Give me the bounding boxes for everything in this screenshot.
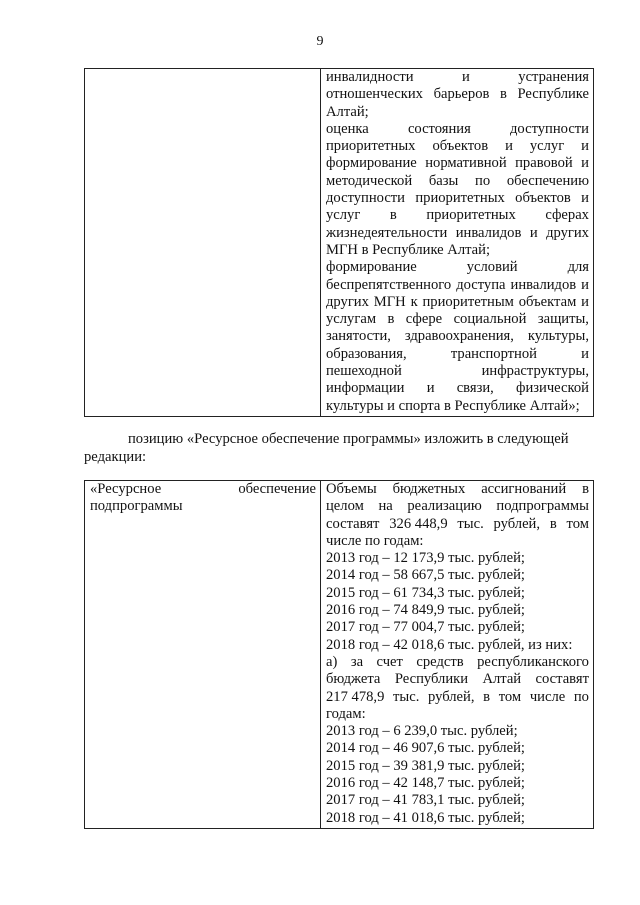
text-word: барьеров [433, 86, 490, 103]
text-line: 2014 год – 58 667,5 тыс. рублей; [326, 567, 525, 584]
text-word: на [378, 498, 393, 515]
text-line: 2015 год – 61 734,3 тыс. рублей; [326, 584, 525, 601]
text-word: приоритетных [415, 190, 505, 207]
text-line [326, 346, 589, 363]
text-line: 2017 год – 41 783,1 тыс. рублей; [326, 792, 525, 809]
text-line [326, 69, 589, 86]
text-word: в [549, 515, 557, 532]
text-line: МГН в Республике Алтай; [326, 241, 491, 258]
table-row [85, 69, 594, 417]
text-line: 2013 год – 12 173,9 тыс. рублей; [326, 550, 525, 567]
text-line [326, 516, 589, 533]
text-word: и [505, 138, 513, 155]
text-word: республиканского [477, 653, 589, 670]
text-word: составят [326, 515, 380, 532]
page-number: 9 [316, 34, 324, 49]
text-word: методической [326, 172, 413, 189]
amendment-paragraph [84, 430, 594, 466]
text-word: объектам [518, 293, 577, 310]
text-word: по [573, 688, 589, 705]
text-word: инвалидов [510, 276, 577, 293]
text-word: и [581, 293, 589, 310]
text-word: отношенческих [326, 86, 423, 103]
text-word: обеспечению [506, 172, 589, 189]
text-word: транспортной [450, 345, 537, 362]
text-line: 2013 год – 6 239,0 тыс. рублей; [326, 723, 518, 740]
text-word: других [546, 224, 589, 241]
text-word: объектов [515, 190, 571, 207]
text-word: счет [376, 653, 403, 670]
text-line [326, 689, 589, 706]
text-line: годам: [326, 705, 366, 722]
text-line [326, 498, 589, 515]
text-word: том [566, 515, 589, 532]
text-word: составят [535, 671, 589, 688]
text-word: нормативной [425, 155, 507, 172]
text-line [326, 155, 589, 172]
text-word: доступа [456, 276, 506, 293]
text-word: тыс. [457, 515, 484, 532]
resource-provision-table [84, 480, 594, 829]
text-word: 217 478,9 [326, 688, 385, 705]
table-cell-right [321, 69, 594, 417]
text-word: приоритетных [426, 207, 516, 224]
text-word: и [529, 224, 538, 241]
text-word: инфраструктуры, [481, 363, 589, 380]
text-word: обеспечение [238, 481, 316, 497]
text-word: бюджетных [392, 481, 466, 497]
text-word: доступности [326, 190, 405, 207]
text-word: базы [428, 172, 459, 189]
table-cell-left [85, 69, 321, 417]
text-line [326, 259, 589, 276]
text-word: физической [516, 380, 589, 397]
text-word: связи, [456, 380, 494, 397]
text-word: бюджета [326, 671, 381, 688]
text-word: правовой [515, 155, 573, 172]
text-word: рублей, [428, 688, 475, 705]
table-cell-right [321, 481, 594, 829]
text-line: 2018 год – 41 018,6 тыс. рублей; [326, 809, 525, 826]
text-word: инвалидов [455, 224, 522, 241]
table-row [85, 481, 594, 829]
text-word: объектов [432, 138, 489, 155]
text-word: формирование [326, 259, 417, 276]
paragraph-line: редакции: [84, 449, 147, 465]
text-line: 2016 год – 74 849,9 тыс. рублей; [326, 602, 525, 619]
text-word: устранения [518, 69, 589, 85]
text-word: за [350, 653, 364, 670]
text-word: МГН [373, 293, 406, 310]
text-word: тыс. [393, 688, 420, 705]
text-word: доступности [510, 120, 589, 137]
text-word: и [426, 380, 435, 397]
text-line [326, 138, 589, 155]
text-word: в [389, 207, 397, 224]
text-line [326, 311, 589, 328]
text-line [326, 671, 589, 688]
text-line [326, 207, 589, 224]
text-word: услуг [326, 207, 361, 224]
text-word: для [567, 259, 589, 276]
text-word: защиты, [537, 311, 589, 328]
text-word: информации [326, 380, 405, 397]
text-word: средств [416, 653, 464, 670]
text-line [326, 173, 589, 190]
text-word: «Ресурсное [90, 481, 162, 497]
text-word: реализацию [407, 498, 482, 515]
text-word: рублей, [493, 515, 541, 532]
text-word: и [581, 276, 589, 293]
text-line: 2014 год – 46 907,6 тыс. рублей; [326, 740, 525, 757]
text-word: услуг [529, 138, 565, 155]
text-word: и [581, 190, 589, 207]
text-word: сфере [405, 311, 443, 328]
text-word: в [499, 86, 507, 103]
paragraph-line: позицию «Ресурсное обеспечение программы» изложить в следующей [128, 431, 569, 447]
text-word: по [475, 172, 491, 189]
text-word: подпрограммы [496, 498, 589, 515]
text-word: других [326, 293, 369, 310]
text-line: числе по годам: [326, 532, 424, 549]
text-line [326, 363, 589, 380]
text-word: здравоохранения, [404, 328, 514, 345]
text-line [326, 380, 589, 397]
text-word: образования, [326, 345, 407, 362]
text-word: пешеходной [326, 363, 402, 380]
text-line: культуры и спорта в Республике Алтай»; [326, 397, 580, 414]
text-word: Алтай [482, 671, 522, 688]
text-word: Объемы [326, 481, 377, 497]
text-line [326, 481, 589, 498]
text-line [90, 481, 316, 498]
text-line [326, 225, 589, 242]
text-word: оценка [326, 120, 369, 137]
text-word: 326 448,9 [389, 515, 448, 532]
text-word: состояния [407, 120, 471, 137]
text-line: 2017 год – 77 004,7 тыс. рублей; [326, 619, 525, 636]
text-line [326, 86, 589, 103]
text-word: и [581, 138, 589, 155]
text-word: и [462, 69, 470, 85]
text-word: социальной [453, 311, 527, 328]
text-word: целом [326, 498, 364, 515]
text-word: Республики [394, 671, 469, 688]
text-word: том [498, 688, 522, 705]
text-word: а) [326, 653, 338, 670]
text-line [326, 294, 589, 311]
text-word: приоритетных [326, 138, 416, 155]
text-word: культуры, [527, 328, 589, 345]
text-word: числе [529, 688, 566, 705]
text-line [326, 277, 589, 294]
text-word: в [483, 688, 491, 705]
text-word: услугам [326, 311, 377, 328]
text-line: 2018 год – 42 018,6 тыс. рублей, из них: [326, 636, 573, 653]
text-word: условий [466, 259, 518, 276]
text-word: беспрепятственного [326, 276, 452, 293]
text-line [326, 190, 589, 207]
text-word: жизнедеятельности [326, 224, 448, 241]
text-word: в [387, 311, 395, 328]
text-word: формирование [326, 155, 417, 172]
text-word: занятости, [326, 328, 391, 345]
text-word: и [581, 345, 589, 362]
text-word: приоритетным [422, 293, 514, 310]
text-word: Республике [517, 86, 589, 103]
text-line: подпрограммы [90, 498, 183, 515]
text-line [326, 654, 589, 671]
text-line: Алтай; [326, 103, 369, 120]
text-word: в [582, 481, 589, 497]
text-line: 2016 год – 42 148,7 тыс. рублей; [326, 775, 525, 792]
text-word: и [581, 155, 589, 172]
text-line [326, 328, 589, 345]
table-cell-left [85, 481, 321, 829]
text-word: инвалидности [326, 69, 414, 85]
text-line [326, 121, 589, 138]
continuation-table [84, 68, 594, 417]
text-word: сферах [545, 207, 589, 224]
text-line: 2015 год – 39 381,9 тыс. рублей; [326, 757, 525, 774]
text-word: ассигнований [481, 481, 567, 497]
text-word: к [410, 293, 418, 310]
